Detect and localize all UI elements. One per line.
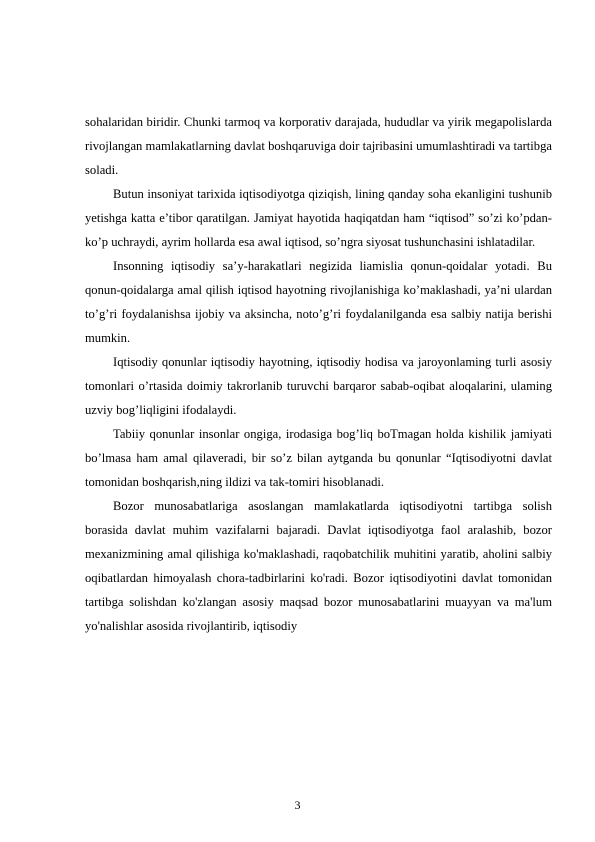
paragraph-continuation: sohalaridan biridir. Chunki tarmoq va korporativ darajada, hududlar va yirik megapolislarda rivojlangan mamlakatlarning davlat boshqaruviga doir tajribasini umumlashtiradi va tartibga soladi. bbox=[85, 115, 552, 177]
page-number: 3 bbox=[294, 798, 301, 812]
paragraph-economic-laws-basis: Insonning iqtisodiy sa’y-harakatlari negizida liamislia qonun-qoidalar yotadi. Bu qonun-qoidalarga amal qilish iqtisod hayotning rivojlanishiga ko’maklashadi, ya’ni ulardan to’g’ri foydalanishsa ijobiy va aksincha, noto’g’ri foydalanilganda esa salbiy natija berishi mumkin. bbox=[85, 259, 552, 345]
paragraph-economic-laws-definition: Iqtisodiy qonunlar iqtisodiy hayotning, iqtisodiy hodisa va jaroyonlaming turli asosiy tomonlari o’rtasida doimiy takrorlanib turuvchi barqaror sabab-oqibat aloqalarini, ulaming uzviy bog’liqligini ifodalaydi. bbox=[85, 355, 552, 417]
body-text bbox=[85, 110, 552, 638]
paragraph-economy-interest: Butun insoniyat tarixida iqtisodiyotga qiziqish, lining qanday soha ekanligini tushunib yetishga katta e’tibor qaratilgan. Jamiyat hayotida haqiqatdan ham “iqtisod” so’zi ko’pdan-ko’p uchraydi, ayrim hollarda esa awal iqtisod, so’ngra siyosat tushunchasini ishlatadilar. bbox=[85, 187, 552, 249]
paragraph-natural-laws: Tabiiy qonunlar insonlar ongiga, irodasiga bog’liq boTmagan holda kishilik jamiyati bo’lmasa ham amal qilaveradi, bir so’z bilan aytganda bu qonunlar “Iqtisodiyotni davlat tomonidan boshqarish,ning ildizi va tak-tomiri hisoblanadi. bbox=[85, 427, 552, 489]
paragraph-market-regulation: Bozor munosabatlariga asoslangan mamlakatlarda iqtisodiyotni tartibga solish borasida davlat muhim vazifalarni bajaradi. Davlat iqtisodiyotga faol aralashib, bozor mexanizmining amal qilishiga ko'maklashadi, raqobatchilik muhitini yaratib, aholini salbiy oqibatlardan himoyalash chora-tadbirlarini ko'radi. Bozor iqtisodiyotini davlat tomonidan tartibga solishdan ko'zlangan asosiy maqsad bozor munosabatlarini muayyan va ma'lum yo'nalishlar asosida rivojlantirib, iqtisodiy bbox=[85, 499, 552, 633]
